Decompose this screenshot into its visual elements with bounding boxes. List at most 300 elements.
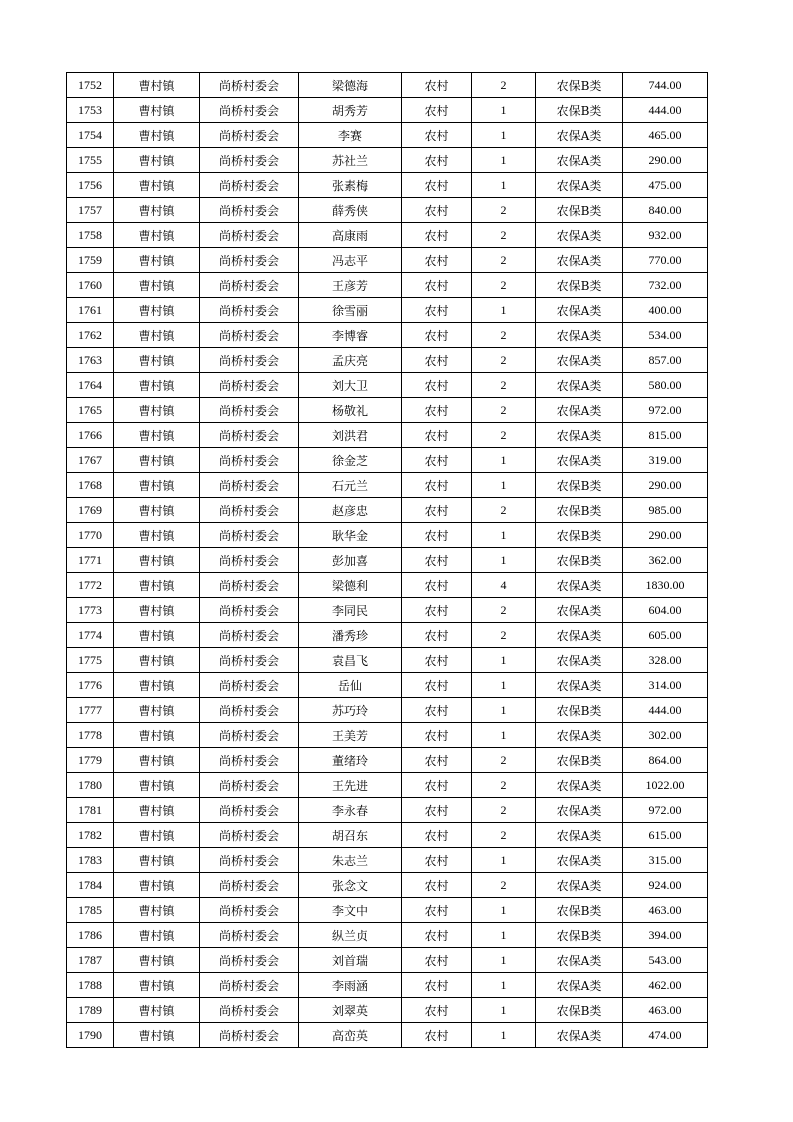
- amount-cell: 985.00: [623, 498, 708, 523]
- village-committee-cell: 尚桥村委会: [200, 223, 299, 248]
- village-committee-cell: 尚桥村委会: [200, 698, 299, 723]
- name-cell: 纵兰贞: [299, 923, 402, 948]
- row-number-cell: 1771: [67, 548, 114, 573]
- village-committee-cell: 尚桥村委会: [200, 523, 299, 548]
- village-committee-cell: 尚桥村委会: [200, 398, 299, 423]
- village-committee-cell: 尚桥村委会: [200, 948, 299, 973]
- insurance-category-cell: 农保B类: [536, 923, 623, 948]
- village-committee-cell: 尚桥村委会: [200, 423, 299, 448]
- village-committee-cell: 尚桥村委会: [200, 498, 299, 523]
- amount-cell: 534.00: [623, 323, 708, 348]
- town-cell: 曹村镇: [114, 698, 200, 723]
- name-cell: 石元兰: [299, 473, 402, 498]
- amount-cell: 302.00: [623, 723, 708, 748]
- insurance-category-cell: 农保B类: [536, 698, 623, 723]
- town-cell: 曹村镇: [114, 998, 200, 1023]
- household-count-cell: 1: [472, 648, 536, 673]
- insurance-category-cell: 农保A类: [536, 798, 623, 823]
- row-number-cell: 1786: [67, 923, 114, 948]
- insurance-category-cell: 农保A类: [536, 323, 623, 348]
- insurance-category-cell: 农保A类: [536, 573, 623, 598]
- area-type-cell: 农村: [402, 323, 472, 348]
- row-number-cell: 1757: [67, 198, 114, 223]
- name-cell: 李同民: [299, 598, 402, 623]
- area-type-cell: 农村: [402, 98, 472, 123]
- area-type-cell: 农村: [402, 298, 472, 323]
- household-count-cell: 2: [472, 598, 536, 623]
- table-row: [67, 748, 708, 773]
- town-cell: 曹村镇: [114, 948, 200, 973]
- area-type-cell: 农村: [402, 198, 472, 223]
- insurance-category-cell: 农保A类: [536, 648, 623, 673]
- row-number-cell: 1778: [67, 723, 114, 748]
- insurance-category-cell: 农保A类: [536, 123, 623, 148]
- name-cell: 潘秀珍: [299, 623, 402, 648]
- insurance-category-cell: 农保A类: [536, 673, 623, 698]
- name-cell: 苏社兰: [299, 148, 402, 173]
- row-number-cell: 1758: [67, 223, 114, 248]
- village-committee-cell: 尚桥村委会: [200, 823, 299, 848]
- insurance-category-cell: 农保A类: [536, 948, 623, 973]
- name-cell: 张念文: [299, 873, 402, 898]
- town-cell: 曹村镇: [114, 823, 200, 848]
- table-row: [67, 623, 708, 648]
- village-committee-cell: 尚桥村委会: [200, 148, 299, 173]
- area-type-cell: 农村: [402, 573, 472, 598]
- town-cell: 曹村镇: [114, 398, 200, 423]
- town-cell: 曹村镇: [114, 898, 200, 923]
- town-cell: 曹村镇: [114, 423, 200, 448]
- village-committee-cell: 尚桥村委会: [200, 998, 299, 1023]
- town-cell: 曹村镇: [114, 123, 200, 148]
- name-cell: 王先进: [299, 773, 402, 798]
- area-type-cell: 农村: [402, 823, 472, 848]
- village-committee-cell: 尚桥村委会: [200, 448, 299, 473]
- table-row: [67, 448, 708, 473]
- amount-cell: 744.00: [623, 73, 708, 98]
- area-type-cell: 农村: [402, 848, 472, 873]
- household-count-cell: 2: [472, 248, 536, 273]
- village-committee-cell: 尚桥村委会: [200, 298, 299, 323]
- town-cell: 曹村镇: [114, 598, 200, 623]
- insurance-category-cell: 农保A类: [536, 1023, 623, 1048]
- village-committee-cell: 尚桥村委会: [200, 573, 299, 598]
- village-committee-cell: 尚桥村委会: [200, 273, 299, 298]
- household-count-cell: 1: [472, 898, 536, 923]
- area-type-cell: 农村: [402, 73, 472, 98]
- table-row: [67, 348, 708, 373]
- village-committee-cell: 尚桥村委会: [200, 623, 299, 648]
- area-type-cell: 农村: [402, 998, 472, 1023]
- name-cell: 梁德海: [299, 73, 402, 98]
- insurance-category-cell: 农保A类: [536, 348, 623, 373]
- amount-cell: 580.00: [623, 373, 708, 398]
- insurance-category-cell: 农保A类: [536, 723, 623, 748]
- insurance-category-cell: 农保A类: [536, 223, 623, 248]
- name-cell: 李博睿: [299, 323, 402, 348]
- insurance-category-cell: 农保A类: [536, 423, 623, 448]
- name-cell: 董绪玲: [299, 748, 402, 773]
- amount-cell: 615.00: [623, 823, 708, 848]
- town-cell: 曹村镇: [114, 1023, 200, 1048]
- household-count-cell: 2: [472, 798, 536, 823]
- town-cell: 曹村镇: [114, 973, 200, 998]
- amount-cell: 770.00: [623, 248, 708, 273]
- town-cell: 曹村镇: [114, 623, 200, 648]
- insurance-category-cell: 农保A类: [536, 148, 623, 173]
- name-cell: 冯志平: [299, 248, 402, 273]
- amount-cell: 315.00: [623, 848, 708, 873]
- village-committee-cell: 尚桥村委会: [200, 323, 299, 348]
- name-cell: 张素梅: [299, 173, 402, 198]
- area-type-cell: 农村: [402, 598, 472, 623]
- insurance-category-cell: 农保A类: [536, 973, 623, 998]
- table-row: [67, 298, 708, 323]
- amount-cell: 932.00: [623, 223, 708, 248]
- town-cell: 曹村镇: [114, 373, 200, 398]
- household-count-cell: 2: [472, 323, 536, 348]
- area-type-cell: 农村: [402, 173, 472, 198]
- village-committee-cell: 尚桥村委会: [200, 73, 299, 98]
- amount-cell: 605.00: [623, 623, 708, 648]
- row-number-cell: 1775: [67, 648, 114, 673]
- town-cell: 曹村镇: [114, 573, 200, 598]
- table-row: [67, 148, 708, 173]
- insurance-category-cell: 农保B类: [536, 473, 623, 498]
- town-cell: 曹村镇: [114, 873, 200, 898]
- table-row: [67, 648, 708, 673]
- table-row: [67, 473, 708, 498]
- household-count-cell: 2: [472, 273, 536, 298]
- row-number-cell: 1776: [67, 673, 114, 698]
- name-cell: 孟庆亮: [299, 348, 402, 373]
- town-cell: 曹村镇: [114, 748, 200, 773]
- amount-cell: 972.00: [623, 398, 708, 423]
- household-count-cell: 2: [472, 373, 536, 398]
- town-cell: 曹村镇: [114, 248, 200, 273]
- area-type-cell: 农村: [402, 548, 472, 573]
- amount-cell: 1830.00: [623, 573, 708, 598]
- row-number-cell: 1784: [67, 873, 114, 898]
- insurance-category-cell: 农保A类: [536, 398, 623, 423]
- insurance-category-cell: 农保B类: [536, 98, 623, 123]
- town-cell: 曹村镇: [114, 648, 200, 673]
- insurance-category-cell: 农保A类: [536, 823, 623, 848]
- table-row: [67, 973, 708, 998]
- name-cell: 徐金芝: [299, 448, 402, 473]
- row-number-cell: 1765: [67, 398, 114, 423]
- amount-cell: 972.00: [623, 798, 708, 823]
- table-row: [67, 873, 708, 898]
- name-cell: 梁德利: [299, 573, 402, 598]
- household-count-cell: 1: [472, 173, 536, 198]
- amount-cell: 543.00: [623, 948, 708, 973]
- table-row: [67, 573, 708, 598]
- insurance-category-cell: 农保B类: [536, 73, 623, 98]
- name-cell: 赵彦忠: [299, 498, 402, 523]
- household-count-cell: 1: [472, 973, 536, 998]
- town-cell: 曹村镇: [114, 498, 200, 523]
- row-number-cell: 1753: [67, 98, 114, 123]
- name-cell: 高峦英: [299, 1023, 402, 1048]
- table-row: [67, 923, 708, 948]
- town-cell: 曹村镇: [114, 548, 200, 573]
- row-number-cell: 1762: [67, 323, 114, 348]
- table-row: [67, 823, 708, 848]
- table-row: [67, 798, 708, 823]
- amount-cell: 465.00: [623, 123, 708, 148]
- name-cell: 徐雪丽: [299, 298, 402, 323]
- area-type-cell: 农村: [402, 1023, 472, 1048]
- row-number-cell: 1779: [67, 748, 114, 773]
- row-number-cell: 1777: [67, 698, 114, 723]
- household-count-cell: 1: [472, 98, 536, 123]
- area-type-cell: 农村: [402, 648, 472, 673]
- household-count-cell: 1: [472, 298, 536, 323]
- table-row: [67, 73, 708, 98]
- household-count-cell: 2: [472, 623, 536, 648]
- village-committee-cell: 尚桥村委会: [200, 898, 299, 923]
- row-number-cell: 1761: [67, 298, 114, 323]
- area-type-cell: 农村: [402, 923, 472, 948]
- household-count-cell: 1: [472, 998, 536, 1023]
- insurance-category-cell: 农保B类: [536, 748, 623, 773]
- insurance-category-cell: 农保A类: [536, 448, 623, 473]
- household-count-cell: 1: [472, 923, 536, 948]
- table-row: [67, 398, 708, 423]
- amount-cell: 444.00: [623, 698, 708, 723]
- table-row: [67, 1023, 708, 1048]
- amount-cell: 362.00: [623, 548, 708, 573]
- amount-cell: 840.00: [623, 198, 708, 223]
- insurance-category-cell: 农保A类: [536, 598, 623, 623]
- name-cell: 杨敬礼: [299, 398, 402, 423]
- area-type-cell: 农村: [402, 748, 472, 773]
- household-count-cell: 2: [472, 748, 536, 773]
- village-committee-cell: 尚桥村委会: [200, 648, 299, 673]
- area-type-cell: 农村: [402, 373, 472, 398]
- row-number-cell: 1755: [67, 148, 114, 173]
- insurance-category-cell: 农保B类: [536, 273, 623, 298]
- row-number-cell: 1789: [67, 998, 114, 1023]
- name-cell: 袁昌飞: [299, 648, 402, 673]
- area-type-cell: 农村: [402, 498, 472, 523]
- row-number-cell: 1774: [67, 623, 114, 648]
- table-row: [67, 998, 708, 1023]
- area-type-cell: 农村: [402, 273, 472, 298]
- amount-cell: 290.00: [623, 523, 708, 548]
- town-cell: 曹村镇: [114, 473, 200, 498]
- row-number-cell: 1770: [67, 523, 114, 548]
- table-row: [67, 98, 708, 123]
- household-count-cell: 4: [472, 573, 536, 598]
- village-committee-cell: 尚桥村委会: [200, 873, 299, 898]
- name-cell: 高康雨: [299, 223, 402, 248]
- table-row: [67, 373, 708, 398]
- village-committee-cell: 尚桥村委会: [200, 548, 299, 573]
- village-committee-cell: 尚桥村委会: [200, 748, 299, 773]
- table-row: [67, 548, 708, 573]
- household-count-cell: 1: [472, 148, 536, 173]
- table-row: [67, 498, 708, 523]
- table-row: [67, 673, 708, 698]
- table-row: [67, 598, 708, 623]
- insurance-category-cell: 农保B类: [536, 198, 623, 223]
- household-count-cell: 2: [472, 873, 536, 898]
- household-count-cell: 2: [472, 73, 536, 98]
- village-committee-cell: 尚桥村委会: [200, 173, 299, 198]
- name-cell: 李永春: [299, 798, 402, 823]
- town-cell: 曹村镇: [114, 323, 200, 348]
- insurance-category-cell: 农保A类: [536, 248, 623, 273]
- household-count-cell: 1: [472, 673, 536, 698]
- amount-cell: 815.00: [623, 423, 708, 448]
- row-number-cell: 1760: [67, 273, 114, 298]
- town-cell: 曹村镇: [114, 223, 200, 248]
- area-type-cell: 农村: [402, 623, 472, 648]
- name-cell: 李赛: [299, 123, 402, 148]
- table-row: [67, 773, 708, 798]
- village-committee-cell: 尚桥村委会: [200, 373, 299, 398]
- area-type-cell: 农村: [402, 698, 472, 723]
- row-number-cell: 1763: [67, 348, 114, 373]
- area-type-cell: 农村: [402, 898, 472, 923]
- table-row: [67, 323, 708, 348]
- row-number-cell: 1769: [67, 498, 114, 523]
- table-row: [67, 248, 708, 273]
- village-committee-cell: 尚桥村委会: [200, 723, 299, 748]
- town-cell: 曹村镇: [114, 523, 200, 548]
- name-cell: 王彦芳: [299, 273, 402, 298]
- row-number-cell: 1752: [67, 73, 114, 98]
- row-number-cell: 1785: [67, 898, 114, 923]
- table-row: [67, 198, 708, 223]
- town-cell: 曹村镇: [114, 448, 200, 473]
- household-count-cell: 1: [472, 123, 536, 148]
- area-type-cell: 农村: [402, 398, 472, 423]
- town-cell: 曹村镇: [114, 148, 200, 173]
- amount-cell: 474.00: [623, 1023, 708, 1048]
- town-cell: 曹村镇: [114, 273, 200, 298]
- household-count-cell: 2: [472, 398, 536, 423]
- area-type-cell: 农村: [402, 673, 472, 698]
- name-cell: 苏巧玲: [299, 698, 402, 723]
- table-row: [67, 223, 708, 248]
- name-cell: 胡秀芳: [299, 98, 402, 123]
- amount-cell: 400.00: [623, 298, 708, 323]
- household-count-cell: 1: [472, 1023, 536, 1048]
- village-committee-cell: 尚桥村委会: [200, 473, 299, 498]
- town-cell: 曹村镇: [114, 198, 200, 223]
- insurance-category-cell: 农保A类: [536, 623, 623, 648]
- amount-cell: 290.00: [623, 473, 708, 498]
- insurance-category-cell: 农保B类: [536, 523, 623, 548]
- household-count-cell: 2: [472, 823, 536, 848]
- name-cell: 李文中: [299, 898, 402, 923]
- table-row: [67, 273, 708, 298]
- household-count-cell: 2: [472, 198, 536, 223]
- row-number-cell: 1754: [67, 123, 114, 148]
- household-count-cell: 1: [472, 548, 536, 573]
- household-count-cell: 1: [472, 473, 536, 498]
- row-number-cell: 1759: [67, 248, 114, 273]
- amount-cell: 604.00: [623, 598, 708, 623]
- town-cell: 曹村镇: [114, 723, 200, 748]
- row-number-cell: 1787: [67, 948, 114, 973]
- area-type-cell: 农村: [402, 423, 472, 448]
- household-count-cell: 2: [472, 348, 536, 373]
- name-cell: 耿华金: [299, 523, 402, 548]
- name-cell: 胡召东: [299, 823, 402, 848]
- area-type-cell: 农村: [402, 798, 472, 823]
- insurance-category-cell: 农保B类: [536, 548, 623, 573]
- amount-cell: 462.00: [623, 973, 708, 998]
- village-committee-cell: 尚桥村委会: [200, 598, 299, 623]
- insurance-category-cell: 农保A类: [536, 373, 623, 398]
- town-cell: 曹村镇: [114, 173, 200, 198]
- table-row: [67, 173, 708, 198]
- village-committee-cell: 尚桥村委会: [200, 198, 299, 223]
- area-type-cell: 农村: [402, 523, 472, 548]
- insurance-category-cell: 农保A类: [536, 848, 623, 873]
- name-cell: 刘洪君: [299, 423, 402, 448]
- area-type-cell: 农村: [402, 148, 472, 173]
- amount-cell: 732.00: [623, 273, 708, 298]
- household-count-cell: 2: [472, 498, 536, 523]
- row-number-cell: 1782: [67, 823, 114, 848]
- area-type-cell: 农村: [402, 473, 472, 498]
- name-cell: 薛秀侠: [299, 198, 402, 223]
- name-cell: 刘大卫: [299, 373, 402, 398]
- town-cell: 曹村镇: [114, 923, 200, 948]
- household-count-cell: 2: [472, 423, 536, 448]
- village-committee-cell: 尚桥村委会: [200, 848, 299, 873]
- town-cell: 曹村镇: [114, 673, 200, 698]
- area-type-cell: 农村: [402, 448, 472, 473]
- village-committee-cell: 尚桥村委会: [200, 248, 299, 273]
- area-type-cell: 农村: [402, 973, 472, 998]
- area-type-cell: 农村: [402, 348, 472, 373]
- area-type-cell: 农村: [402, 723, 472, 748]
- table-row: [67, 723, 708, 748]
- name-cell: 王美芳: [299, 723, 402, 748]
- table-row: [67, 848, 708, 873]
- amount-cell: 1022.00: [623, 773, 708, 798]
- name-cell: 李雨涵: [299, 973, 402, 998]
- town-cell: 曹村镇: [114, 73, 200, 98]
- town-cell: 曹村镇: [114, 798, 200, 823]
- row-number-cell: 1772: [67, 573, 114, 598]
- row-number-cell: 1790: [67, 1023, 114, 1048]
- insurance-category-cell: 农保A类: [536, 173, 623, 198]
- village-committee-cell: 尚桥村委会: [200, 973, 299, 998]
- town-cell: 曹村镇: [114, 98, 200, 123]
- row-number-cell: 1764: [67, 373, 114, 398]
- row-number-cell: 1768: [67, 473, 114, 498]
- row-number-cell: 1783: [67, 848, 114, 873]
- row-number-cell: 1773: [67, 598, 114, 623]
- row-number-cell: 1766: [67, 423, 114, 448]
- table-row: [67, 123, 708, 148]
- amount-cell: 924.00: [623, 873, 708, 898]
- town-cell: 曹村镇: [114, 773, 200, 798]
- household-count-cell: 1: [472, 948, 536, 973]
- area-type-cell: 农村: [402, 223, 472, 248]
- amount-cell: 319.00: [623, 448, 708, 473]
- table-row: [67, 423, 708, 448]
- amount-cell: 394.00: [623, 923, 708, 948]
- village-committee-cell: 尚桥村委会: [200, 123, 299, 148]
